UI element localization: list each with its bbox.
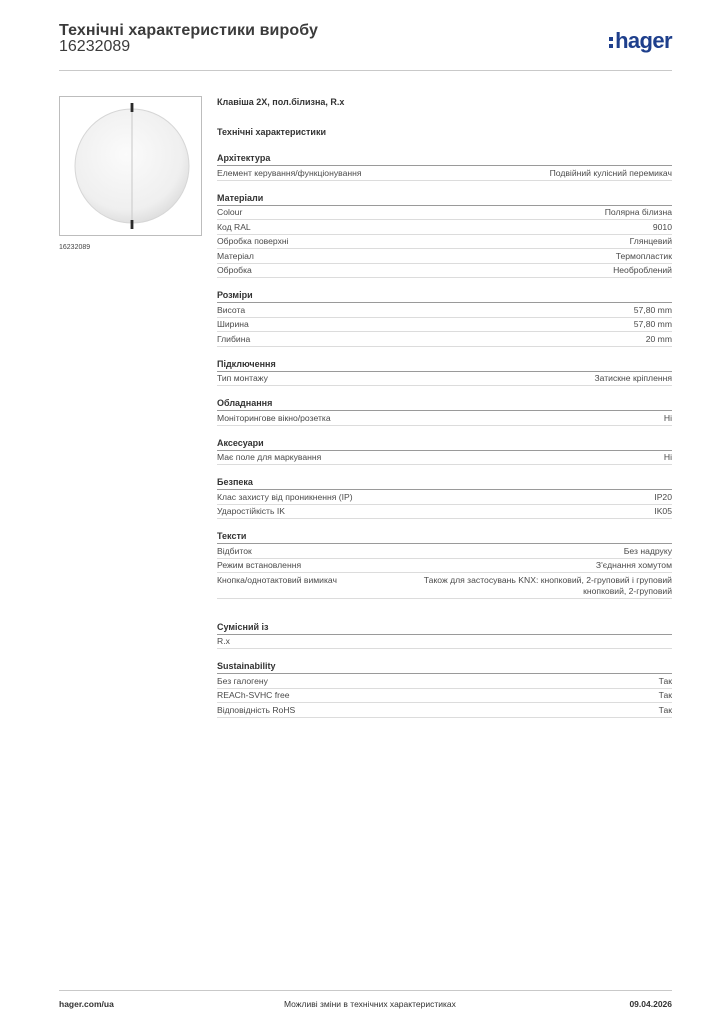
rocker-mark-top — [131, 103, 134, 112]
spec-key: Висота — [217, 304, 246, 315]
specs-title: Технічні характеристики — [217, 127, 326, 137]
product-image — [59, 96, 202, 236]
spec-row — [217, 674, 672, 689]
page-footer — [59, 990, 672, 1009]
spec-section — [217, 192, 672, 279]
compatible-section — [217, 621, 672, 650]
spec-row — [217, 206, 672, 221]
spec-section — [217, 437, 672, 466]
spec-value: Ні — [663, 452, 672, 462]
spec-section — [217, 152, 672, 181]
spec-key: Моніторингове вікно/розетка — [217, 412, 331, 423]
spec-value: Необроблений — [613, 265, 672, 275]
logo-text: hager — [615, 28, 672, 53]
rocker-mark-bottom — [131, 220, 134, 229]
spec-row — [217, 411, 672, 426]
section-title: Архітектура — [217, 152, 672, 166]
spec-key: Colour — [217, 207, 243, 217]
spec-value: З'єднання хомутом — [595, 560, 672, 570]
spec-key: Код RAL — [217, 221, 251, 232]
spec-section — [217, 476, 672, 519]
spec-content — [217, 96, 672, 729]
spec-sections — [217, 152, 672, 599]
spec-value: Так — [658, 690, 672, 700]
spec-key: Ширина — [217, 319, 249, 329]
spec-row — [217, 249, 672, 264]
spec-row — [217, 635, 672, 650]
logo-colon-icon — [609, 37, 613, 48]
spec-key: Відповідність RoHS — [217, 704, 296, 715]
spec-key: Матеріал — [217, 250, 254, 261]
spec-key: Клас захисту від проникнення (IP) — [217, 491, 353, 502]
spec-value: Без надруку — [623, 545, 672, 556]
section-title: Матеріали — [217, 192, 672, 206]
spec-row — [217, 505, 672, 520]
spec-value: Термопластик — [615, 250, 672, 261]
spec-row — [217, 332, 672, 347]
section-title: Sustainability — [217, 660, 672, 674]
section-title: Аксесуари — [217, 437, 672, 451]
spec-value: Подвійний кулісний перемикач — [549, 167, 672, 178]
spec-key: R.x — [217, 636, 230, 646]
section-title: Безпека — [217, 476, 672, 490]
spec-row — [217, 220, 672, 235]
spec-key: Обробка поверхні — [217, 236, 289, 246]
spec-value: IP20 — [654, 491, 672, 502]
footer-website-link[interactable]: hager.com/ua — [59, 999, 114, 1009]
spec-section — [217, 397, 672, 426]
section-title: Підключення — [217, 358, 672, 372]
section-title: Розміри — [217, 289, 672, 303]
spec-row — [217, 264, 672, 279]
spec-section — [217, 530, 672, 599]
spec-row — [217, 490, 672, 505]
spec-row — [217, 235, 672, 250]
footer-notice: Можливі зміни в технічних характеристиках — [284, 999, 456, 1009]
spec-value: Затискне кріплення — [594, 373, 672, 383]
spec-value: Так — [658, 704, 672, 715]
spec-value: Також для застосувань KNX: кнопковий, 2-груповий і груповий кнопковий, 2-груповий — [423, 574, 672, 596]
image-caption: 16232089 — [59, 244, 91, 251]
sustainability-section — [217, 660, 672, 718]
section-title: Сумісний із — [217, 621, 672, 635]
section-title: Обладнання — [217, 397, 672, 411]
spec-value: 57,80 mm — [633, 319, 672, 329]
spec-key: Має поле для маркування — [217, 452, 322, 462]
spec-key: Відбиток — [217, 545, 252, 556]
spec-row — [217, 544, 672, 559]
section-title: Тексти — [217, 530, 672, 544]
spec-row — [217, 573, 672, 599]
spec-value: Глянцевий — [629, 236, 672, 246]
spec-value: Так — [658, 675, 672, 686]
spec-key: Обробка — [217, 265, 252, 275]
spec-value: Ні — [663, 412, 672, 423]
page-title: Технічні характеристики виробу — [59, 22, 318, 39]
hager-logo[interactable] — [609, 28, 672, 54]
spec-key: REACh-SVHC free — [217, 690, 290, 700]
spec-value: Полярна білизна — [604, 207, 672, 217]
spec-row — [217, 303, 672, 318]
spec-key: Ударостійкість IK — [217, 506, 285, 516]
spec-key: Глибина — [217, 333, 251, 344]
spec-value: 9010 — [652, 221, 672, 232]
spec-key: Без галогену — [217, 675, 268, 686]
spec-value: 20 mm — [645, 333, 672, 344]
spec-row — [217, 166, 672, 181]
spec-key: Кнопка/однотактовий вимикач — [217, 574, 337, 585]
spec-row — [217, 372, 672, 387]
spec-row — [217, 318, 672, 333]
spec-row — [217, 559, 672, 574]
spec-row — [217, 703, 672, 718]
spec-row — [217, 689, 672, 704]
rocker-switch-image — [60, 97, 203, 237]
spec-row — [217, 451, 672, 466]
spec-section — [217, 289, 672, 347]
spec-section — [217, 358, 672, 387]
product-code: 16232089 — [59, 38, 131, 55]
spec-value: 57,80 mm — [633, 304, 672, 315]
product-name: Клавіша 2Х, пол.білизна, R.x — [217, 97, 345, 107]
spec-value: IK05 — [654, 506, 672, 516]
spec-key: Режим встановлення — [217, 560, 302, 570]
spec-key: Елемент керування/функціонування — [217, 167, 362, 178]
page-header — [59, 18, 672, 71]
spec-key: Тип монтажу — [217, 373, 268, 383]
footer-date: 09.04.2026 — [629, 999, 672, 1009]
